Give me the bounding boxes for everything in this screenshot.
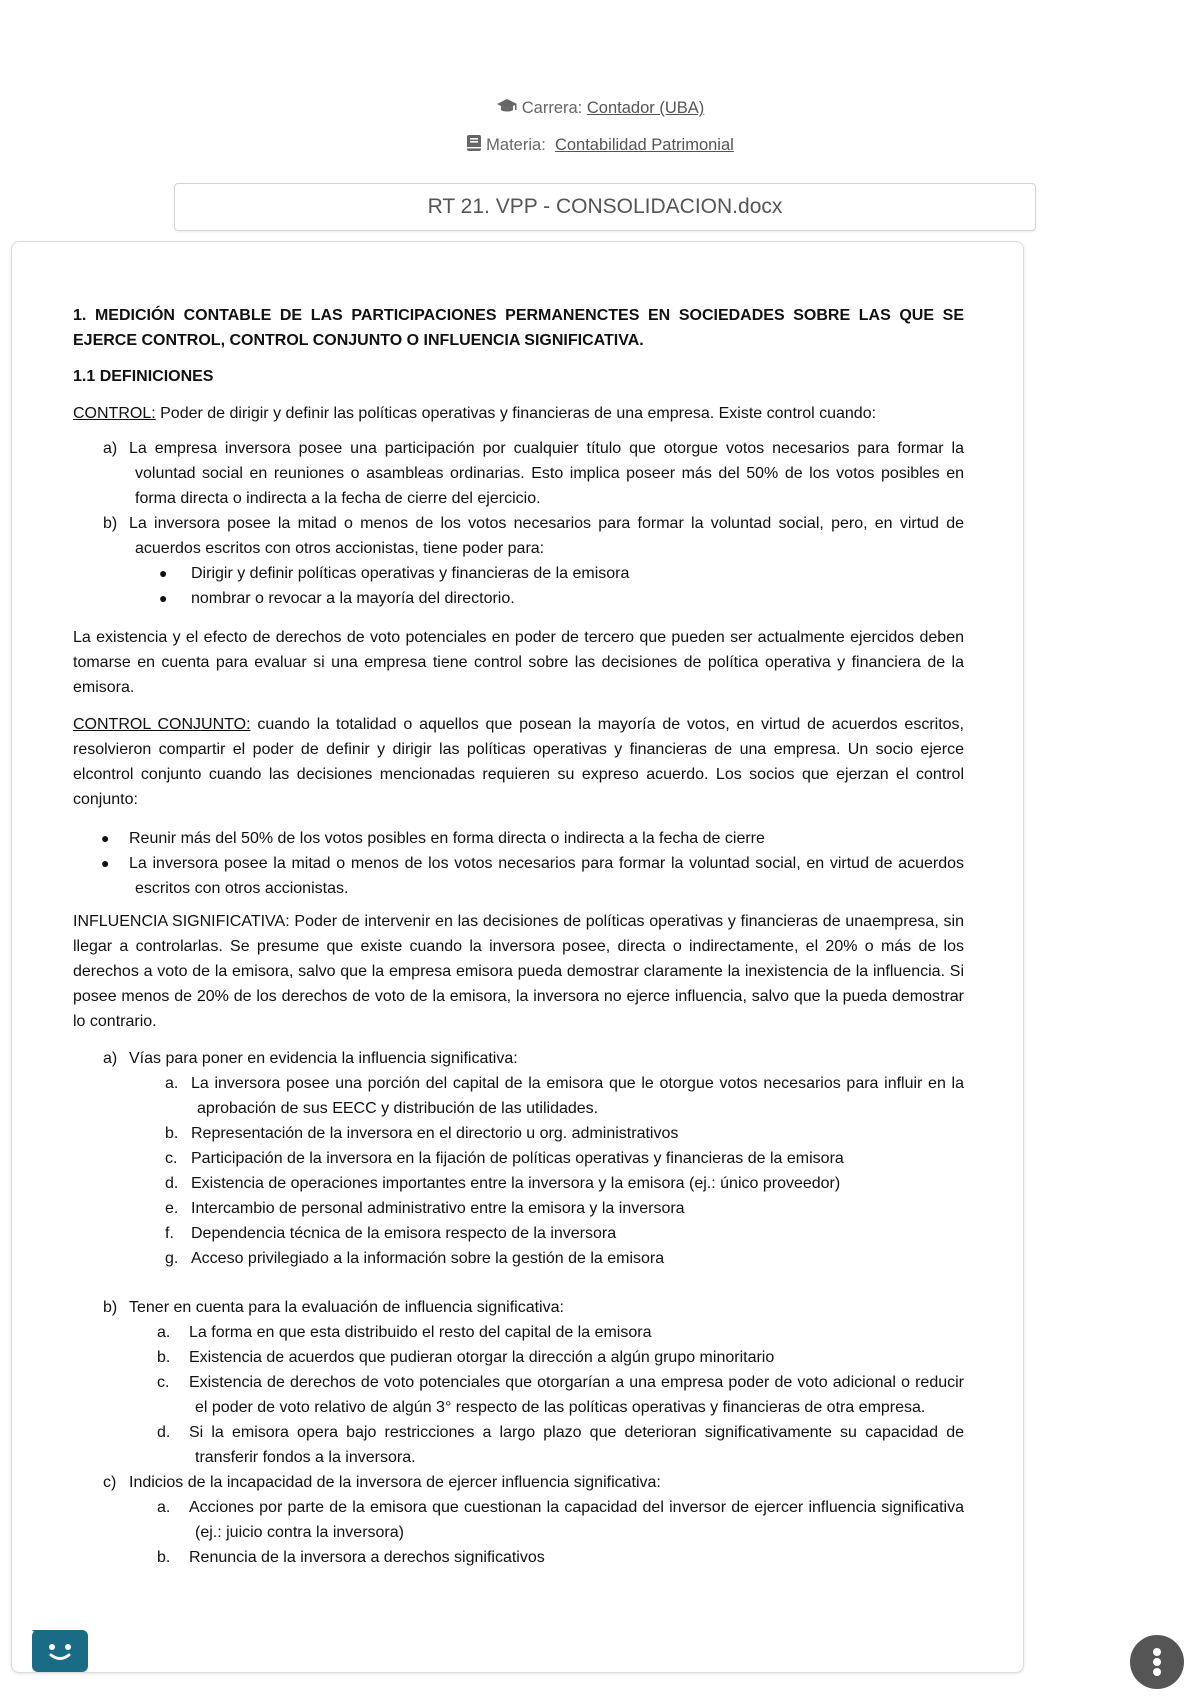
control-term: CONTROL: bbox=[73, 405, 156, 422]
list-marker: b. bbox=[157, 1349, 171, 1366]
list-marker: a) bbox=[103, 440, 118, 457]
list-item-text: Acciones por parte de la emisora que cuestionan la capacidad del inversor de ejercer influencia significativa (ej.: juicio contra la inversora) bbox=[189, 1499, 964, 1541]
list-item-text: Existencia de operaciones importantes entre la inversora y la emisora (ej.: único proveedor) bbox=[191, 1175, 841, 1192]
document-content bbox=[73, 303, 964, 1570]
list-item bbox=[73, 1046, 964, 1071]
joint-control-term: CONTROL CONJUNTO: bbox=[73, 716, 251, 733]
list-marker: c) bbox=[103, 1474, 117, 1491]
list-item-text: La inversora posee una porción del capital de la emisora que le otorgue votos necesarios para influir en la aprobación de sus EECC y distribución de las utilidades. bbox=[191, 1075, 964, 1117]
list-marker: e. bbox=[165, 1200, 179, 1217]
list-marker: d. bbox=[165, 1175, 179, 1192]
list-item-text: Si la emisora opera bajo restricciones a largo plazo que deterioran significativamente su capacidad de transferir fondos a la inversora. bbox=[189, 1424, 964, 1466]
list-item-text: Intercambio de personal administrativo entre la emisora y la inversora bbox=[191, 1200, 685, 1217]
list-marker: a) bbox=[103, 1050, 118, 1067]
list-marker: c. bbox=[157, 1374, 170, 1391]
control-paragraph bbox=[73, 401, 964, 426]
list-item-text: Indicios de la incapacidad de la inversora de ejercer influencia significativa: bbox=[129, 1474, 661, 1491]
bullet-icon: ● bbox=[101, 830, 110, 846]
career-link[interactable]: Contador (UBA) bbox=[586, 98, 705, 117]
more-vertical-icon bbox=[1130, 1635, 1184, 1689]
more-options-button[interactable] bbox=[1130, 1635, 1184, 1689]
list-marker: b) bbox=[103, 515, 118, 532]
bullet-text: Reunir más del 50% de los votos posibles en forma directa o indirecta a la fecha de cierre bbox=[129, 830, 765, 847]
list-item-text: Existencia de derechos de voto potenciales que otorgarían a una empresa poder de voto adicional o reducir el poder de voto relativo de algún 3° respecto de las políticas operativas y financieras de otra empresa. bbox=[189, 1374, 964, 1416]
sublist-item bbox=[73, 1495, 964, 1545]
list-item-text: Existencia de acuerdos que pudieran otorgar la dirección a algún grupo minoritario bbox=[189, 1349, 775, 1366]
subject-link[interactable]: Contabilidad Patrimonial bbox=[554, 135, 734, 154]
list-marker: a. bbox=[165, 1075, 179, 1092]
doc-subheading: 1.1 DEFINICIONES bbox=[73, 368, 214, 385]
list-marker: a. bbox=[157, 1324, 171, 1341]
list-marker: b. bbox=[157, 1549, 171, 1566]
list-item bbox=[73, 1295, 964, 1320]
list-item-text: Representación de la inversora en el directorio u org. administrativos bbox=[191, 1125, 679, 1142]
list-marker: b) bbox=[103, 1299, 118, 1316]
graduation-cap-icon bbox=[496, 98, 518, 119]
sublist-item bbox=[73, 1171, 964, 1196]
bullet-item bbox=[73, 826, 964, 851]
list-marker: b. bbox=[165, 1125, 179, 1142]
joint-control-definition: cuando la totalidad o aquellos que posean la mayoría de votos, en virtud de acuerdos escritos, resolvieron compartir el poder de definir y dirigir las políticas operativas y financieras de una empresa. Un socio ejerce elcontrol conjunto cuando las decisiones mencionadas requieren su expreso acuerdo. Los socios que ejerzan el control conjunto: bbox=[73, 716, 965, 808]
bullet-text: Dirigir y definir políticas operativas y financieras de la emisora bbox=[191, 565, 630, 582]
list-item bbox=[73, 511, 964, 561]
bullet-item bbox=[73, 586, 964, 611]
list-item-text: Dependencia técnica de la emisora respecto de la inversora bbox=[191, 1225, 617, 1242]
subject-label: Materia: bbox=[486, 135, 546, 154]
sublist-item bbox=[73, 1246, 964, 1271]
sublist-item bbox=[73, 1370, 964, 1420]
list-item bbox=[73, 436, 964, 511]
list-item-text: La forma en que esta distribuido el resto del capital de la emisora bbox=[189, 1324, 652, 1341]
bullet-icon: ● bbox=[101, 855, 110, 871]
list-item bbox=[73, 1470, 964, 1495]
list-item-text: Acceso privilegiado a la información sobre la gestión de la emisora bbox=[191, 1250, 665, 1267]
potential-votes-paragraph: La existencia y el efecto de derechos de voto potenciales en poder de tercero que pueden ser actualmente ejercidos deben tomarse en cuenta para evaluar si una empresa tiene control sobre las decisiones de política operativa y financiera de la emisora. bbox=[73, 629, 964, 696]
bullet-item bbox=[73, 851, 964, 901]
list-item-text: La inversora posee la mitad o menos de los votos necesarios para formar la voluntad social, pero, en virtud de acuerdos escritos con otros accionistas, tiene poder para: bbox=[129, 515, 964, 557]
list-item-text: Participación de la inversora en la fijación de políticas operativas y financieras de la emisora bbox=[191, 1150, 844, 1167]
chat-face-icon bbox=[32, 1630, 88, 1672]
sublist-item bbox=[73, 1071, 964, 1121]
sublist-item bbox=[73, 1196, 964, 1221]
list-marker: g. bbox=[165, 1250, 179, 1267]
bullet-item bbox=[73, 561, 964, 586]
sublist-item bbox=[73, 1345, 964, 1370]
bullet-text: nombrar o revocar a la mayoría del directorio. bbox=[191, 590, 515, 607]
doc-heading: 1. MEDICIÓN CONTABLE DE LAS PARTICIPACIONES PERMANENCTES EN SOCIEDADES SOBRE LAS QUE SE EJERCE CONTROL, CONTROL CONJUNTO O INFLUENCIA SIGNIFICATIVA. bbox=[73, 307, 964, 349]
bullet-icon: ● bbox=[159, 590, 168, 606]
list-item-text: Tener en cuenta para la evaluación de influencia significativa: bbox=[129, 1299, 564, 1316]
influence-paragraph: INFLUENCIA SIGNIFICATIVA: Poder de intervenir en las decisiones de políticas operativas y financieras de unaempresa, sin llegar a controlarlas. Se presume que existe cuando la inversora posee, directa o indirectamente, el 20% o más de los derechos a voto de la emisora, salvo que la empresa emisora pueda demostrar claramente la inexistencia de la influencia. Si posee menos de 20% de los derechos de voto de la emisora, la inversora no ejerce influencia, salvo que la pueda demostrar lo contrario. bbox=[73, 913, 964, 1030]
subject-line bbox=[0, 134, 1200, 157]
list-marker: f. bbox=[165, 1225, 174, 1242]
document-title: RT 21. VPP - CONSOLIDACION.docx bbox=[174, 183, 1036, 231]
career-label: Carrera: bbox=[521, 98, 583, 117]
list-item-text: Vías para poner en evidencia la influencia significativa: bbox=[129, 1050, 518, 1067]
sublist-item bbox=[73, 1221, 964, 1246]
career-line bbox=[0, 98, 1200, 119]
list-marker: a. bbox=[157, 1499, 171, 1516]
chat-button[interactable] bbox=[32, 1630, 88, 1672]
sublist-item bbox=[73, 1146, 964, 1171]
list-item-text: Renuncia de la inversora a derechos significativos bbox=[189, 1549, 545, 1566]
list-marker: c. bbox=[165, 1150, 178, 1167]
sublist-item bbox=[73, 1420, 964, 1470]
sublist-item bbox=[73, 1545, 964, 1570]
list-item-text: La empresa inversora posee una participación por cualquier título que otorgue votos necesarios para formar la voluntad social en reuniones o asambleas ordinarias. Esto implica poseer más del 50% de los votos posibles en forma directa o indirecta a la fecha de cierre del ejercicio. bbox=[129, 440, 964, 507]
list-marker: d. bbox=[157, 1424, 171, 1441]
sublist-item bbox=[73, 1121, 964, 1146]
bullet-text: La inversora posee la mitad o menos de los votos necesarios para formar la voluntad social, en virtud de acuerdos escritos con otros accionistas. bbox=[129, 855, 964, 897]
joint-control-paragraph bbox=[73, 712, 964, 812]
book-icon bbox=[466, 134, 482, 157]
bullet-icon: ● bbox=[159, 565, 168, 581]
control-definition: Poder de dirigir y definir las políticas operativas y financieras de una empresa. Existe control cuando: bbox=[155, 405, 877, 422]
sublist-item bbox=[73, 1320, 964, 1345]
